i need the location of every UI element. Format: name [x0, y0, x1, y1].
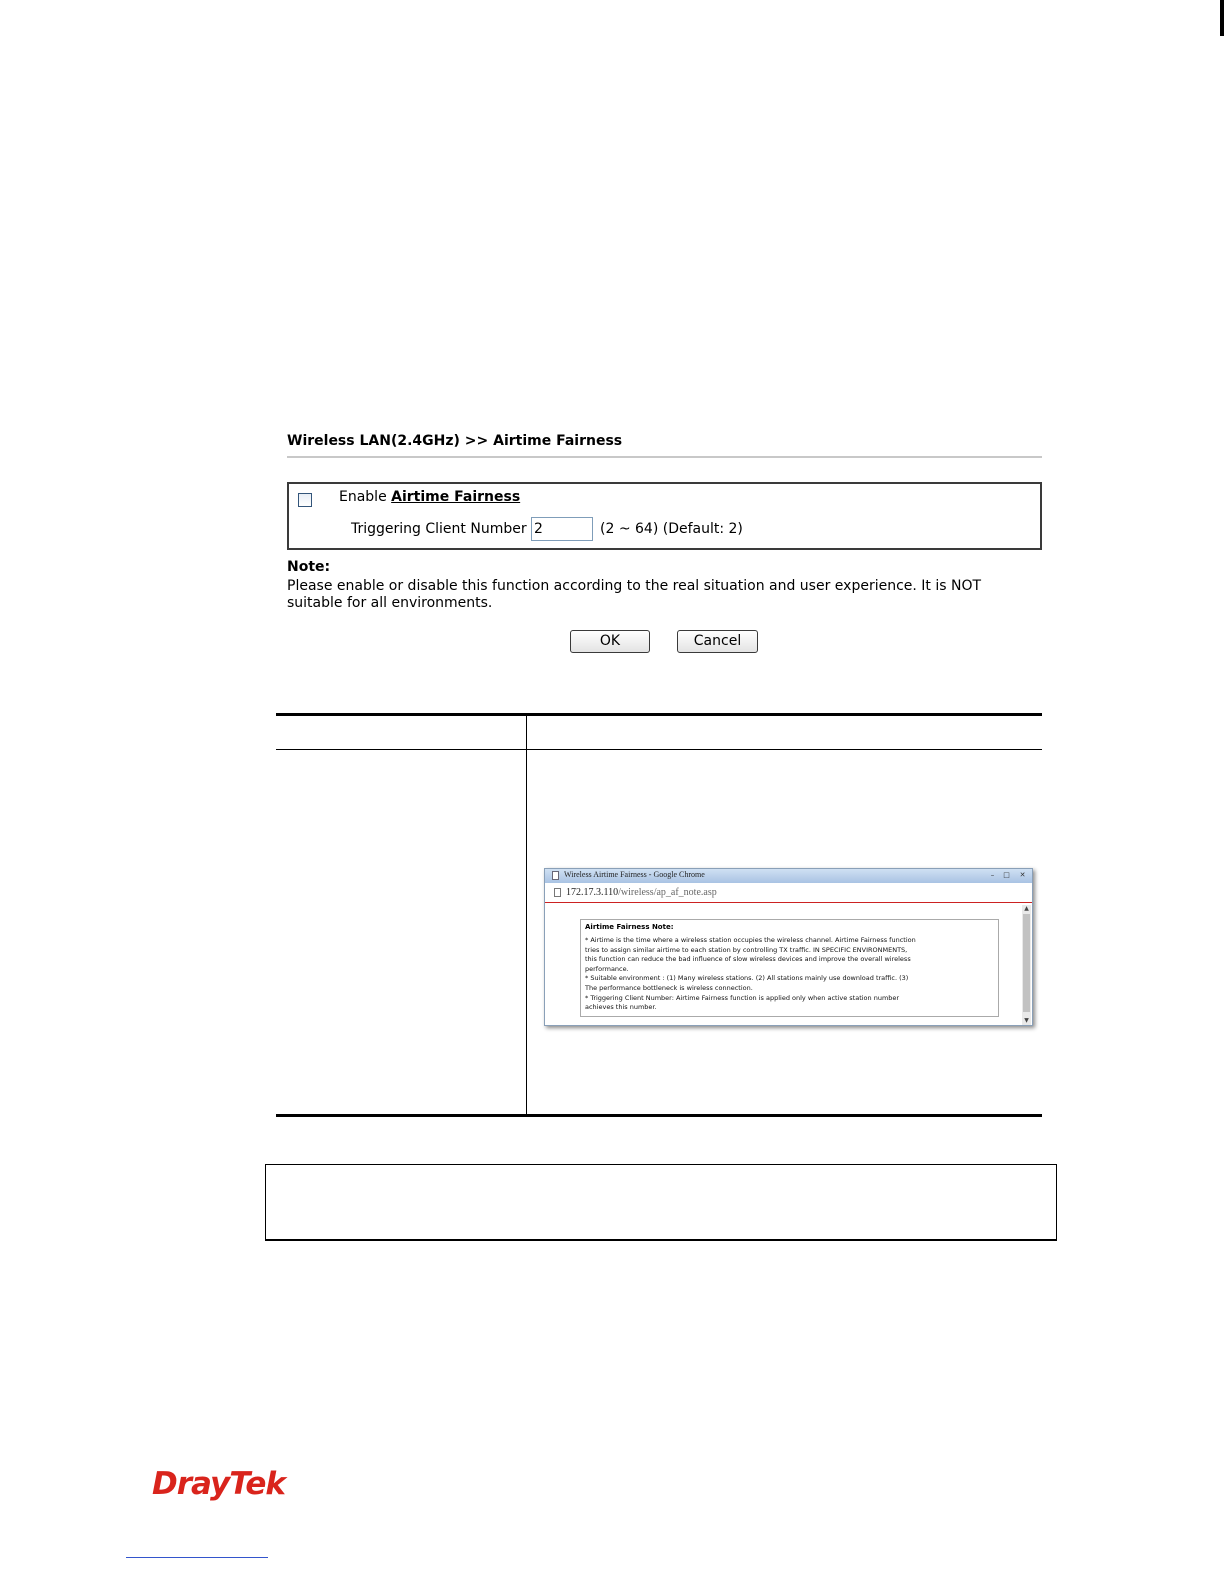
popup-url-bar[interactable] — [545, 883, 1032, 903]
note-heading: Note: — [287, 559, 331, 575]
triggering-client-hint: (2 ~ 64) (Default: 2) — [600, 521, 743, 537]
enable-prefix: Enable — [339, 489, 387, 505]
airtime-fairness-link[interactable]: Airtime Fairness — [391, 489, 521, 505]
minimize-icon[interactable]: – — [990, 871, 995, 879]
footer-rule — [126, 1557, 268, 1558]
title-divider — [287, 456, 1042, 458]
popup-titlebar — [545, 869, 1032, 883]
popup-note-line: this function can reduce the bad influence of slow wireless devices and improve the overall wireless — [585, 955, 911, 964]
close-icon[interactable]: ✕ — [1019, 871, 1026, 879]
popup-note-box — [580, 919, 999, 1017]
table-bottom-rule — [276, 1114, 1042, 1117]
airtime-fairness-panel — [287, 430, 1042, 649]
info-box — [265, 1164, 1057, 1241]
popup-note-line: achieves this number. — [585, 1003, 657, 1012]
airtime-note-popup — [544, 868, 1033, 1026]
popup-note-line: The performance bottleneck is wireless connection. — [585, 983, 753, 992]
enable-label — [339, 489, 520, 505]
popup-note-line: * Triggering Client Number: Airtime Fairness function is applied only when active station number — [585, 993, 900, 1002]
scroll-down-icon[interactable]: ▼ — [1024, 1017, 1029, 1024]
maximize-icon[interactable]: □ — [1003, 871, 1010, 879]
triggering-client-label: Triggering Client Number — [351, 521, 527, 537]
cancel-button[interactable]: Cancel — [677, 630, 758, 653]
url-host: 172.17.3.110 — [566, 887, 619, 898]
scroll-thumb[interactable] — [1023, 914, 1030, 1012]
popup-note-line: tries to assign similar airtime to each station by controlling TX traffic. IN SPECIFIC ENVIRONMENTS, — [585, 945, 908, 954]
settings-box — [287, 482, 1042, 550]
enable-checkbox[interactable] — [298, 493, 312, 507]
table-top-rule — [276, 713, 1042, 716]
page-title: Wireless LAN(2.4GHz) >> Airtime Fairness — [287, 433, 623, 449]
popup-note-title: Airtime Fairness Note: — [585, 923, 674, 931]
table-header-rule — [276, 749, 1042, 750]
document-icon — [552, 871, 559, 880]
popup-note-line: * Suitable environment : (1) Many wireless stations. (2) All stations mainly use download traffic. (3) — [585, 974, 909, 983]
page-edge-mark — [1220, 0, 1224, 36]
url-path: /wireless/ap_af_note.asp — [618, 887, 717, 898]
triggering-client-input[interactable] — [531, 517, 593, 541]
popup-note-line: * Airtime is the time where a wireless station occupies the wireless channel. Airtime Fairness function — [585, 936, 916, 944]
popup-window-title: Wireless Airtime Fairness - Google Chrome — [564, 870, 705, 879]
table-column-divider — [526, 713, 527, 1115]
popup-url — [566, 887, 717, 898]
popup-scrollbar[interactable] — [1022, 905, 1031, 1025]
note-text: Please enable or disable this function according to the real situation and user experience. It is NOT suitable for all environments. — [287, 578, 982, 611]
popup-note-line: performance. — [585, 964, 629, 973]
ok-button[interactable]: OK — [570, 630, 650, 653]
scroll-up-icon[interactable]: ▲ — [1024, 905, 1029, 912]
page-icon — [554, 888, 561, 897]
draytek-logo: DrayTek — [152, 1466, 285, 1502]
